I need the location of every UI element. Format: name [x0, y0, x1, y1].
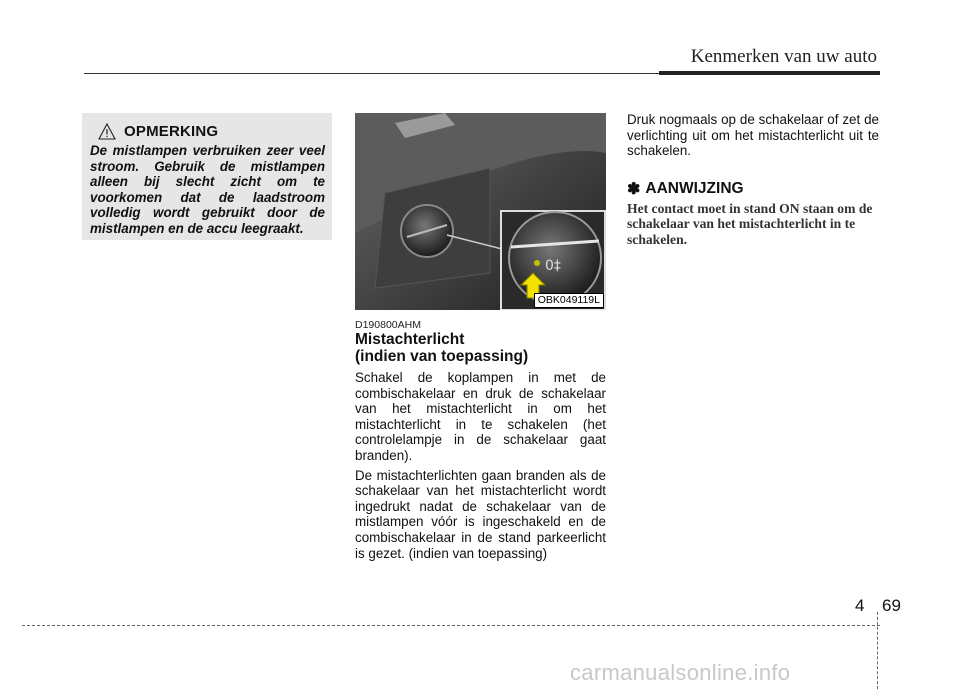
- section-body: [355, 370, 606, 565]
- note-text: De mistlampen verbruiken zeer veel stroom. Gebruik de mistlampen alleen bij slecht zicht om te voorkomen dat de laadstroom volledig wordt gebruikt door de mistlampen en de accu leegraakt.: [90, 143, 325, 236]
- note-title: OPMERKING: [124, 123, 219, 140]
- tip-text: Het contact moet in stand ON staan om de schakelaar van het mistachterlicht in te schakelen.: [627, 200, 873, 247]
- page-number: 69: [882, 596, 901, 615]
- fog-light-switch-figure: [355, 113, 606, 310]
- tip-title: AANWIJZING: [645, 179, 744, 197]
- footer-page-separator: [877, 612, 878, 689]
- warning-triangle-icon: [98, 123, 116, 140]
- tip-heading: [627, 179, 879, 199]
- page-header-title: Kenmerken van uw auto: [690, 46, 877, 67]
- footer-divider: [22, 625, 880, 626]
- note-header: [98, 123, 325, 140]
- figure-code: OBK049119L: [534, 293, 604, 308]
- svg-text:0‡: 0‡: [545, 258, 561, 274]
- chapter-number: 4: [855, 596, 865, 615]
- body-paragraph: Druk nogmaals op de schakelaar of zet de verlichting uit om het mistachterlicht uit te schakelen.: [627, 112, 879, 159]
- body-paragraph: De mistachterlichten gaan branden als de schakelaar van het mistachterlicht wordt ingedrukt nadat de schakelaar van de mistlampen vóór is ingeschakeld en de combischakelaar in de stand parkeerlicht is gezet. (indien van toepassing): [355, 467, 606, 561]
- section-title: [355, 331, 607, 365]
- header-rule-accent: [659, 71, 880, 75]
- watermark: carmanualsonline.info: [570, 660, 791, 685]
- section-title-line-1: Mistachterlicht: [355, 331, 465, 348]
- section-title-line-2: (indien van toepassing): [355, 348, 529, 365]
- note-box: [82, 113, 332, 240]
- section-code: D190800AHM: [355, 319, 421, 331]
- dashboard-switch-illustration: [355, 113, 606, 310]
- right-column: [627, 112, 879, 247]
- body-paragraph: Schakel de koplampen in met de combischakelaar en druk de schakelaar van het mistachterlicht in om het mistachterlicht in te schakelen (het controlelampje in de schakelaar gaat branden).: [355, 370, 606, 463]
- asterisk-icon: ✽: [627, 180, 641, 198]
